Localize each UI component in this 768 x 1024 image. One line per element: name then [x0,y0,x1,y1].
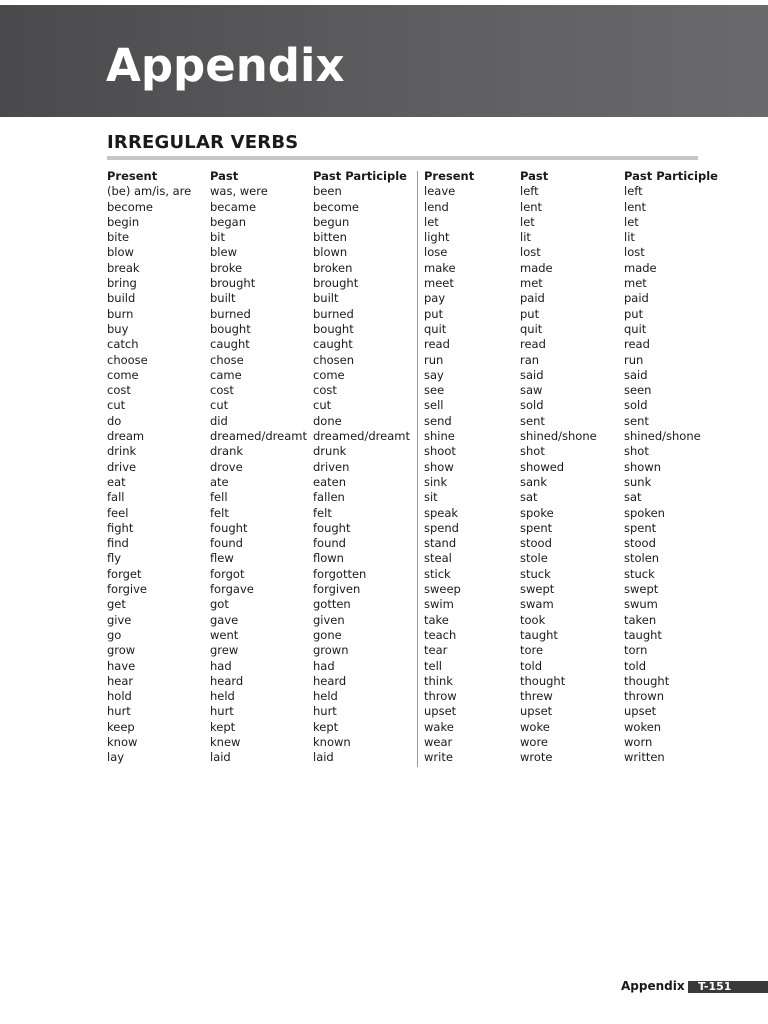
table-cell: drive [107,459,137,474]
table-cell: fly [107,551,122,566]
table-cell: wake [424,719,454,734]
table-cell: see [424,383,445,398]
table-cell: give [107,612,132,627]
table-cell: upset [424,704,457,719]
table-cell: put [424,306,444,321]
table-cell: tore [520,643,544,658]
table-cell: had [210,658,232,673]
table-cell: burned [313,306,354,321]
table-cell: do [107,413,122,428]
table-cell: sweep [424,582,461,597]
column-header-past-participle: Past Participle [624,169,718,183]
table-cell: sit [424,490,438,505]
table-cell: know [107,735,138,750]
table-cell: built [313,291,339,306]
table-cell: spend [424,520,459,535]
table-cell: bit [210,230,226,245]
column-divider [417,171,418,767]
table-cell: brought [210,276,256,291]
table-cell: ate [210,474,229,489]
table-cell: heard [210,673,244,688]
table-cell: drove [210,459,243,474]
table-cell: taught [520,627,558,642]
table-cell: fell [210,490,228,505]
table-cell: stick [424,566,451,581]
table-cell: blown [313,245,348,260]
table-cell: shot [624,444,649,459]
table-cell: sink [424,474,448,489]
table-cell: hold [107,689,132,704]
table-cell: thought [520,673,566,688]
table-cell: quit [424,321,447,336]
table-cell: made [520,260,553,275]
table-cell: drank [210,444,244,459]
table-cell: brought [313,276,359,291]
table-cell: swept [520,582,555,597]
table-cell: build [107,291,136,306]
table-cell: cost [210,383,234,398]
table-cell: spent [520,520,553,535]
table-cell: put [624,306,644,321]
table-cell: found [313,536,346,551]
table-cell: find [107,536,129,551]
table-cell: stuck [624,566,655,581]
table-cell: bought [313,321,354,336]
table-cell: saw [520,383,543,398]
table-cell: forgive [107,582,147,597]
section-divider [107,156,698,160]
table-cell: laid [313,750,334,765]
table-cell: pay [424,291,446,306]
column-header-present: Present [107,169,158,183]
table-cell: fought [313,520,351,535]
table-cell: built [210,291,236,306]
table-cell: forgave [210,582,254,597]
table-cell: hurt [313,704,337,719]
column-header-past: Past [210,169,239,183]
table-cell: done [313,413,342,428]
table-cell: forgotten [313,566,367,581]
table-cell: swam [520,597,554,612]
table-cell: given [313,612,345,627]
table-cell: eat [107,474,126,489]
table-cell: lent [520,199,543,214]
table-cell: shine [424,429,455,444]
table-cell: light [424,230,450,245]
table-cell: told [624,658,647,673]
table-cell: let [520,214,535,229]
table-cell: known [313,735,351,750]
table-cell: throw [424,689,457,704]
table-cell: found [210,536,243,551]
table-cell: begun [313,214,350,229]
table-cell: sell [424,398,444,413]
table-cell: said [520,367,544,382]
table-cell: cut [107,398,126,413]
table-cell: sat [624,490,642,505]
table-cell: seen [624,383,652,398]
table-cell: blew [210,245,237,260]
table-cell: forget [107,566,142,581]
table-cell: woke [520,719,550,734]
table-cell: felt [210,505,229,520]
table-cell: knew [210,735,241,750]
table-cell: take [424,612,449,627]
table-cell: upset [624,704,657,719]
footer-label: Appendix [621,979,685,993]
table-cell: upset [520,704,553,719]
table-cell: steal [424,551,452,566]
column-header-past-participle: Past Participle [313,169,407,183]
column-header-present: Present [424,169,475,183]
table-cell: bitten [313,230,347,245]
table-cell: get [107,597,126,612]
table-cell: fought [210,520,248,535]
table-cell: shined/shone [520,429,597,444]
table-cell: forgot [210,566,245,581]
table-cell: broken [313,260,353,275]
table-cell: laid [210,750,231,765]
table-cell: lost [624,245,645,260]
table-cell: sat [520,490,538,505]
table-cell: met [624,276,647,291]
table-cell: met [520,276,543,291]
table-cell: meet [424,276,454,291]
table-cell: kept [313,719,339,734]
table-cell: sent [520,413,545,428]
table-cell: choose [107,352,148,367]
table-cell: sunk [624,474,652,489]
table-cell: bought [210,321,251,336]
table-cell: dream [107,429,145,444]
table-cell: held [313,689,338,704]
table-cell: grow [107,643,136,658]
table-cell: lost [520,245,541,260]
table-cell: go [107,627,122,642]
table-cell: cut [313,398,332,413]
table-cell: came [210,367,242,382]
table-cell: fall [107,490,125,505]
table-cell: caught [210,337,250,352]
table-cell: quit [520,321,543,336]
table-cell: stole [520,551,548,566]
table-cell: dreamed/dreamt [313,429,410,444]
table-cell: broke [210,260,243,275]
table-cell: speak [424,505,459,520]
header-banner [0,5,768,117]
table-cell: taught [624,627,662,642]
table-cell: gotten [313,597,351,612]
table-cell: write [424,750,453,765]
table-cell: send [424,413,452,428]
table-cell: left [624,184,643,199]
table-cell: worn [624,735,653,750]
table-cell: lay [107,750,125,765]
table-cell: put [520,306,540,321]
table-cell: threw [520,689,553,704]
table-cell: hear [107,673,134,688]
table-cell: paid [520,291,545,306]
table-cell: held [210,689,235,704]
table-cell: ran [520,352,540,367]
table-cell: grew [210,643,239,658]
table-cell: let [624,214,639,229]
table-cell: taken [624,612,657,627]
table-cell: wrote [520,750,553,765]
table-cell: showed [520,459,565,474]
table-cell: grown [313,643,349,658]
table-cell: sold [624,398,648,413]
table-cell: lend [424,199,449,214]
table-cell: make [424,260,456,275]
table-cell: got [210,597,229,612]
section-title: IRREGULAR VERBS [107,132,299,153]
table-cell: think [424,673,453,688]
table-cell: spoke [520,505,554,520]
table-cell: cost [107,383,131,398]
table-cell: gave [210,612,239,627]
table-cell: lose [424,245,448,260]
table-cell: tear [424,643,448,658]
table-cell: flown [313,551,344,566]
table-cell: thrown [624,689,665,704]
table-cell: burned [210,306,251,321]
table-cell: bring [107,276,137,291]
table-cell: bite [107,230,130,245]
table-cell: kept [210,719,236,734]
table-cell: begin [107,214,140,229]
table-cell: stood [520,536,552,551]
table-cell: told [520,658,543,673]
table-cell: teach [424,627,457,642]
table-cell: break [107,260,140,275]
table-cell: flew [210,551,234,566]
table-cell: took [520,612,546,627]
table-cell: become [107,199,154,214]
table-cell: tell [424,658,442,673]
table-cell: sank [520,474,547,489]
table-cell: let [424,214,439,229]
table-cell: paid [624,291,649,306]
table-cell: stolen [624,551,660,566]
table-cell: went [210,627,239,642]
table-cell: leave [424,184,456,199]
table-cell: buy [107,321,129,336]
table-cell: have [107,658,136,673]
table-cell: heard [313,673,347,688]
table-cell: fight [107,520,134,535]
table-cell: sold [520,398,544,413]
table-cell: spoken [624,505,665,520]
table-cell: woken [624,719,662,734]
table-cell: swept [624,582,659,597]
table-cell: stood [624,536,656,551]
table-cell: say [424,367,444,382]
table-cell: run [424,352,444,367]
table-cell: said [624,367,648,382]
table-cell: eaten [313,474,346,489]
table-cell: forgiven [313,582,361,597]
table-cell: drink [107,444,137,459]
table-cell: lit [624,230,635,245]
table-cell: shined/shone [624,429,701,444]
table-cell: swum [624,597,658,612]
table-cell: come [313,367,345,382]
table-cell: come [107,367,139,382]
table-cell: (be) am/is, are [107,184,192,199]
table-cell: catch [107,337,139,352]
table-cell: fallen [313,490,345,505]
table-cell: drunk [313,444,347,459]
table-cell: read [624,337,650,352]
table-cell: did [210,413,228,428]
table-cell: became [210,199,257,214]
table-cell: hurt [210,704,234,719]
table-cell: chose [210,352,244,367]
table-cell: felt [313,505,332,520]
table-cell: began [210,214,247,229]
table-cell: swim [424,597,454,612]
table-cell: dreamed/dreamt [210,429,307,444]
table-cell: was, were [210,184,268,199]
table-cell: shot [520,444,545,459]
table-cell: been [313,184,342,199]
table-cell: lit [520,230,531,245]
table-cell: had [313,658,335,673]
table-cell: spent [624,520,657,535]
table-cell: burn [107,306,134,321]
column-header-past: Past [520,169,549,183]
table-cell: hurt [107,704,131,719]
table-cell: sent [624,413,649,428]
table-cell: quit [624,321,647,336]
table-cell: thought [624,673,670,688]
table-cell: read [424,337,450,352]
table-cell: become [313,199,360,214]
page-title: Appendix [106,39,345,92]
table-cell: driven [313,459,350,474]
table-cell: stuck [520,566,551,581]
table-cell: shown [624,459,662,474]
table-cell: caught [313,337,353,352]
table-cell: show [424,459,454,474]
table-cell: written [624,750,665,765]
table-cell: blow [107,245,134,260]
table-cell: keep [107,719,135,734]
table-cell: torn [624,643,648,658]
table-cell: stand [424,536,457,551]
table-cell: run [624,352,644,367]
table-cell: wear [424,735,453,750]
table-cell: wore [520,735,548,750]
table-cell: chosen [313,352,355,367]
table-cell: feel [107,505,129,520]
table-cell: shoot [424,444,456,459]
table-cell: lent [624,199,647,214]
table-cell: left [520,184,539,199]
table-cell: read [520,337,546,352]
page-number-badge: T-151 [688,981,768,993]
table-cell: cut [210,398,229,413]
table-cell: gone [313,627,342,642]
table-cell: cost [313,383,337,398]
table-cell: made [624,260,657,275]
